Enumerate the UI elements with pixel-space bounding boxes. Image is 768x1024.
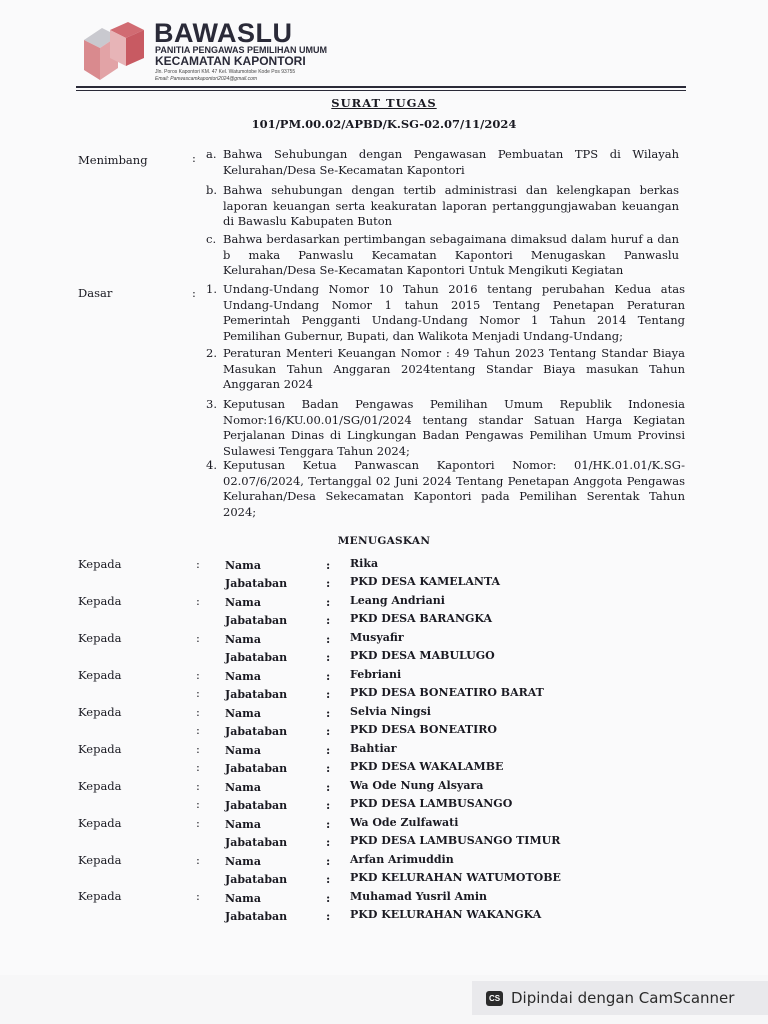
kepada-label: Kepada xyxy=(78,705,122,719)
jabatan-colon: : xyxy=(326,761,331,775)
assignee-position: PKD DESA BARANGKA xyxy=(350,612,493,625)
nama-label: Nama xyxy=(225,596,261,609)
menimbang-item-b: Bahwa sehubungan dengan tertib administrasi dan kelengkapan berkas laporan keuangan serta keakuratan laporan pertanggungjawaban keuangan di Bawaslu Kabupaten Buton xyxy=(223,183,679,229)
stray-colon: : xyxy=(196,797,200,811)
nama-colon: : xyxy=(326,632,331,646)
assignee-position: PKD KELURAHAN WATUMOTOBE xyxy=(350,871,561,884)
assignee-name: Wa Ode Zulfawati xyxy=(350,816,459,829)
stray-colon: : xyxy=(196,760,200,774)
jabatan-label: Jabataban xyxy=(225,836,288,849)
jabatan-colon: : xyxy=(326,909,331,923)
assignee-position: PKD DESA BONEATIRO BARAT xyxy=(350,686,544,699)
assignee-name: Rika xyxy=(350,557,379,570)
nama-label: Nama xyxy=(225,670,261,683)
kepada-colon: : xyxy=(196,594,200,608)
nama-colon: : xyxy=(326,743,331,757)
nama-colon: : xyxy=(326,891,331,905)
nama-label: Nama xyxy=(225,818,261,831)
assignee-position: PKD DESA MABULUGO xyxy=(350,649,495,662)
kepada-colon: : xyxy=(196,779,200,793)
jabatan-colon: : xyxy=(326,835,331,849)
kepada-colon: : xyxy=(196,853,200,867)
kepada-colon: : xyxy=(196,557,200,571)
doc-number: 101/PM.00.02/APBD/K.SG-02.07/11/2024 xyxy=(251,117,517,131)
nama-colon: : xyxy=(326,595,331,609)
kepada-label: Kepada xyxy=(78,816,122,830)
jabatan-label: Jabataban xyxy=(225,688,288,701)
kepada-label: Kepada xyxy=(78,853,122,867)
nama-label: Nama xyxy=(225,892,261,905)
nama-label: Nama xyxy=(225,559,261,572)
header-kecamatan: KECAMATAN KAPONTORI xyxy=(155,54,306,68)
kepada-colon: : xyxy=(196,705,200,719)
camscanner-icon: CS xyxy=(486,991,503,1006)
menimbang-mark-b: b. xyxy=(206,183,218,197)
dasar-item-4: Keputusan Ketua Panwascan Kapontori Nomor: 01/HK.01.01/K.SG-02.07/6/2024, Tertanggal 02 Juni 2024 Tentang Penetapan Anggota Pengawas Kelurahan/Desa Sekecamatan Kapontori pada Pemilihan Serentak Tahun 2024; xyxy=(223,458,685,519)
bawaslu-logo-icon xyxy=(80,22,146,84)
stray-colon: : xyxy=(196,686,200,700)
dasar-item-1: Undang-Undang Nomor 10 Tahun 2016 tentang perubahan Kedua atas Undang-Undang Nomor 1 tahun 2015 Tentang Penetapan Peraturan Pemerintah Pengganti Undang-Undang Nomor 1 Tahun 2014 Tentang Pemilihan Gubernur, Bupati, dan Walikota Menjadi Undang-Undang; xyxy=(223,282,685,343)
assignee-name: Leang Andriani xyxy=(350,594,445,607)
assignee-name: Arfan Arimuddin xyxy=(350,853,454,866)
jabatan-label: Jabataban xyxy=(225,577,288,590)
dasar-item-3: Keputusan Badan Pengawas Pemilihan Umum Republik Indonesia Nomor:16/KU.00.01/SG/01/2024 tentang standar Satuan Harga Kegiatan Perjalanan Dinas di Lingkungan Badan Pengawas Pemilihan Umum Provinsi Sulawesi Tenggara Tahun 2024; xyxy=(223,397,685,458)
jabatan-label: Jabataban xyxy=(225,725,288,738)
kepada-colon: : xyxy=(196,742,200,756)
assignee-position: PKD DESA BONEATIRO xyxy=(350,723,497,736)
assignee-name: Febriani xyxy=(350,668,402,681)
doc-title: SURAT TUGAS xyxy=(331,96,437,110)
dasar-mark-1: 1. xyxy=(206,282,217,296)
stray-colon: : xyxy=(196,723,200,737)
kepada-colon: : xyxy=(196,631,200,645)
header-rule-thin xyxy=(76,90,686,91)
jabatan-colon: : xyxy=(326,576,331,590)
dasar-mark-3: 3. xyxy=(206,397,217,411)
dasar-mark-2: 2. xyxy=(206,346,217,360)
jabatan-colon: : xyxy=(326,650,331,664)
header-address: Jln. Poros Kapontori KM. 47 Kel. Watumotobe Kode Pos 93755 xyxy=(155,69,296,75)
kepada-label: Kepada xyxy=(78,889,122,903)
assignee-name: Muhamad Yusril Amin xyxy=(350,890,488,903)
assignee-position: PKD DESA LAMBUSANGO TIMUR xyxy=(350,834,561,847)
kepada-label: Kepada xyxy=(78,631,122,645)
nama-label: Nama xyxy=(225,855,261,868)
menimbang-label: Menimbang xyxy=(78,153,148,167)
jabatan-colon: : xyxy=(326,687,331,701)
dasar-item-2: Peraturan Menteri Keuangan Nomor : 49 Tahun 2023 Tentang Standar Biaya Masukan Tahun Anggaran 2024tentang Standar Biaya masukan Tahun Anggaran 2024 xyxy=(223,346,685,392)
nama-colon: : xyxy=(326,558,331,572)
kepada-label: Kepada xyxy=(78,779,122,793)
jabatan-colon: : xyxy=(326,724,331,738)
nama-label: Nama xyxy=(225,707,261,720)
jabatan-label: Jabataban xyxy=(225,799,288,812)
jabatan-label: Jabataban xyxy=(225,910,288,923)
dasar-mark-4: 4. xyxy=(206,458,217,472)
assignee-name: Musyafir xyxy=(350,631,404,644)
nama-label: Nama xyxy=(225,781,261,794)
header-email: Email: Panwascamkapontori2024@gmail.com xyxy=(155,76,258,82)
menimbang-item-a: Bahwa Sehubungan dengan Pengawasan Pembuatan TPS di Wilayah Kelurahan/Desa Se-Kecamatan Kapontori xyxy=(223,147,679,177)
jabatan-label: Jabataban xyxy=(225,762,288,775)
nama-colon: : xyxy=(326,706,331,720)
kepada-label: Kepada xyxy=(78,668,122,682)
jabatan-label: Jabataban xyxy=(225,614,288,627)
kepada-colon: : xyxy=(196,889,200,903)
header-rule-thick xyxy=(76,86,686,88)
header-subtitle: PANITIA PENGAWAS PEMILIHAN UMUM xyxy=(155,45,328,55)
camscanner-text: Dipindai dengan CamScanner xyxy=(511,989,735,1007)
jabatan-colon: : xyxy=(326,798,331,812)
assignee-name: Selvia Ningsi xyxy=(350,705,431,718)
menugaskan-title: MENUGASKAN xyxy=(337,535,431,547)
jabatan-label: Jabataban xyxy=(225,651,288,664)
header-org-title: BAWASLU xyxy=(154,18,293,48)
jabatan-colon: : xyxy=(326,872,331,886)
nama-colon: : xyxy=(326,669,331,683)
assignee-position: PKD DESA WAKALAMBE xyxy=(350,760,504,773)
assignee-position: PKD KELURAHAN WAKANGKA xyxy=(350,908,542,921)
kepada-colon: : xyxy=(196,816,200,830)
dasar-colon: : xyxy=(192,286,196,300)
kepada-label: Kepada xyxy=(78,557,122,571)
kepada-label: Kepada xyxy=(78,742,122,756)
menimbang-item-c: Bahwa berdasarkan pertimbangan sebagaimana dimaksud dalam huruf a dan b maka Panwaslu Kecamatan Kapontori Menugaskan Panwaslu Kelurahan/Desa Se-Kecamatan Kapontori Untuk Mengikuti Kegiatan xyxy=(223,232,679,278)
assignee-name: Bahtiar xyxy=(350,742,397,755)
nama-label: Nama xyxy=(225,744,261,757)
nama-label: Nama xyxy=(225,633,261,646)
menimbang-mark-c: c. xyxy=(206,232,217,246)
menimbang-mark-a: a. xyxy=(206,147,217,161)
assignee-position: PKD DESA KAMELANTA xyxy=(350,575,501,588)
jabatan-colon: : xyxy=(326,613,331,627)
camscanner-badge xyxy=(472,981,768,1015)
nama-colon: : xyxy=(326,854,331,868)
dasar-label: Dasar xyxy=(78,286,113,300)
kepada-label: Kepada xyxy=(78,594,122,608)
menimbang-colon: : xyxy=(192,151,196,165)
jabatan-label: Jabataban xyxy=(225,873,288,886)
assignee-position: PKD DESA LAMBUSANGO xyxy=(350,797,513,810)
nama-colon: : xyxy=(326,780,331,794)
assignee-name: Wa Ode Nung Alsyara xyxy=(350,779,484,792)
nama-colon: : xyxy=(326,817,331,831)
kepada-colon: : xyxy=(196,668,200,682)
